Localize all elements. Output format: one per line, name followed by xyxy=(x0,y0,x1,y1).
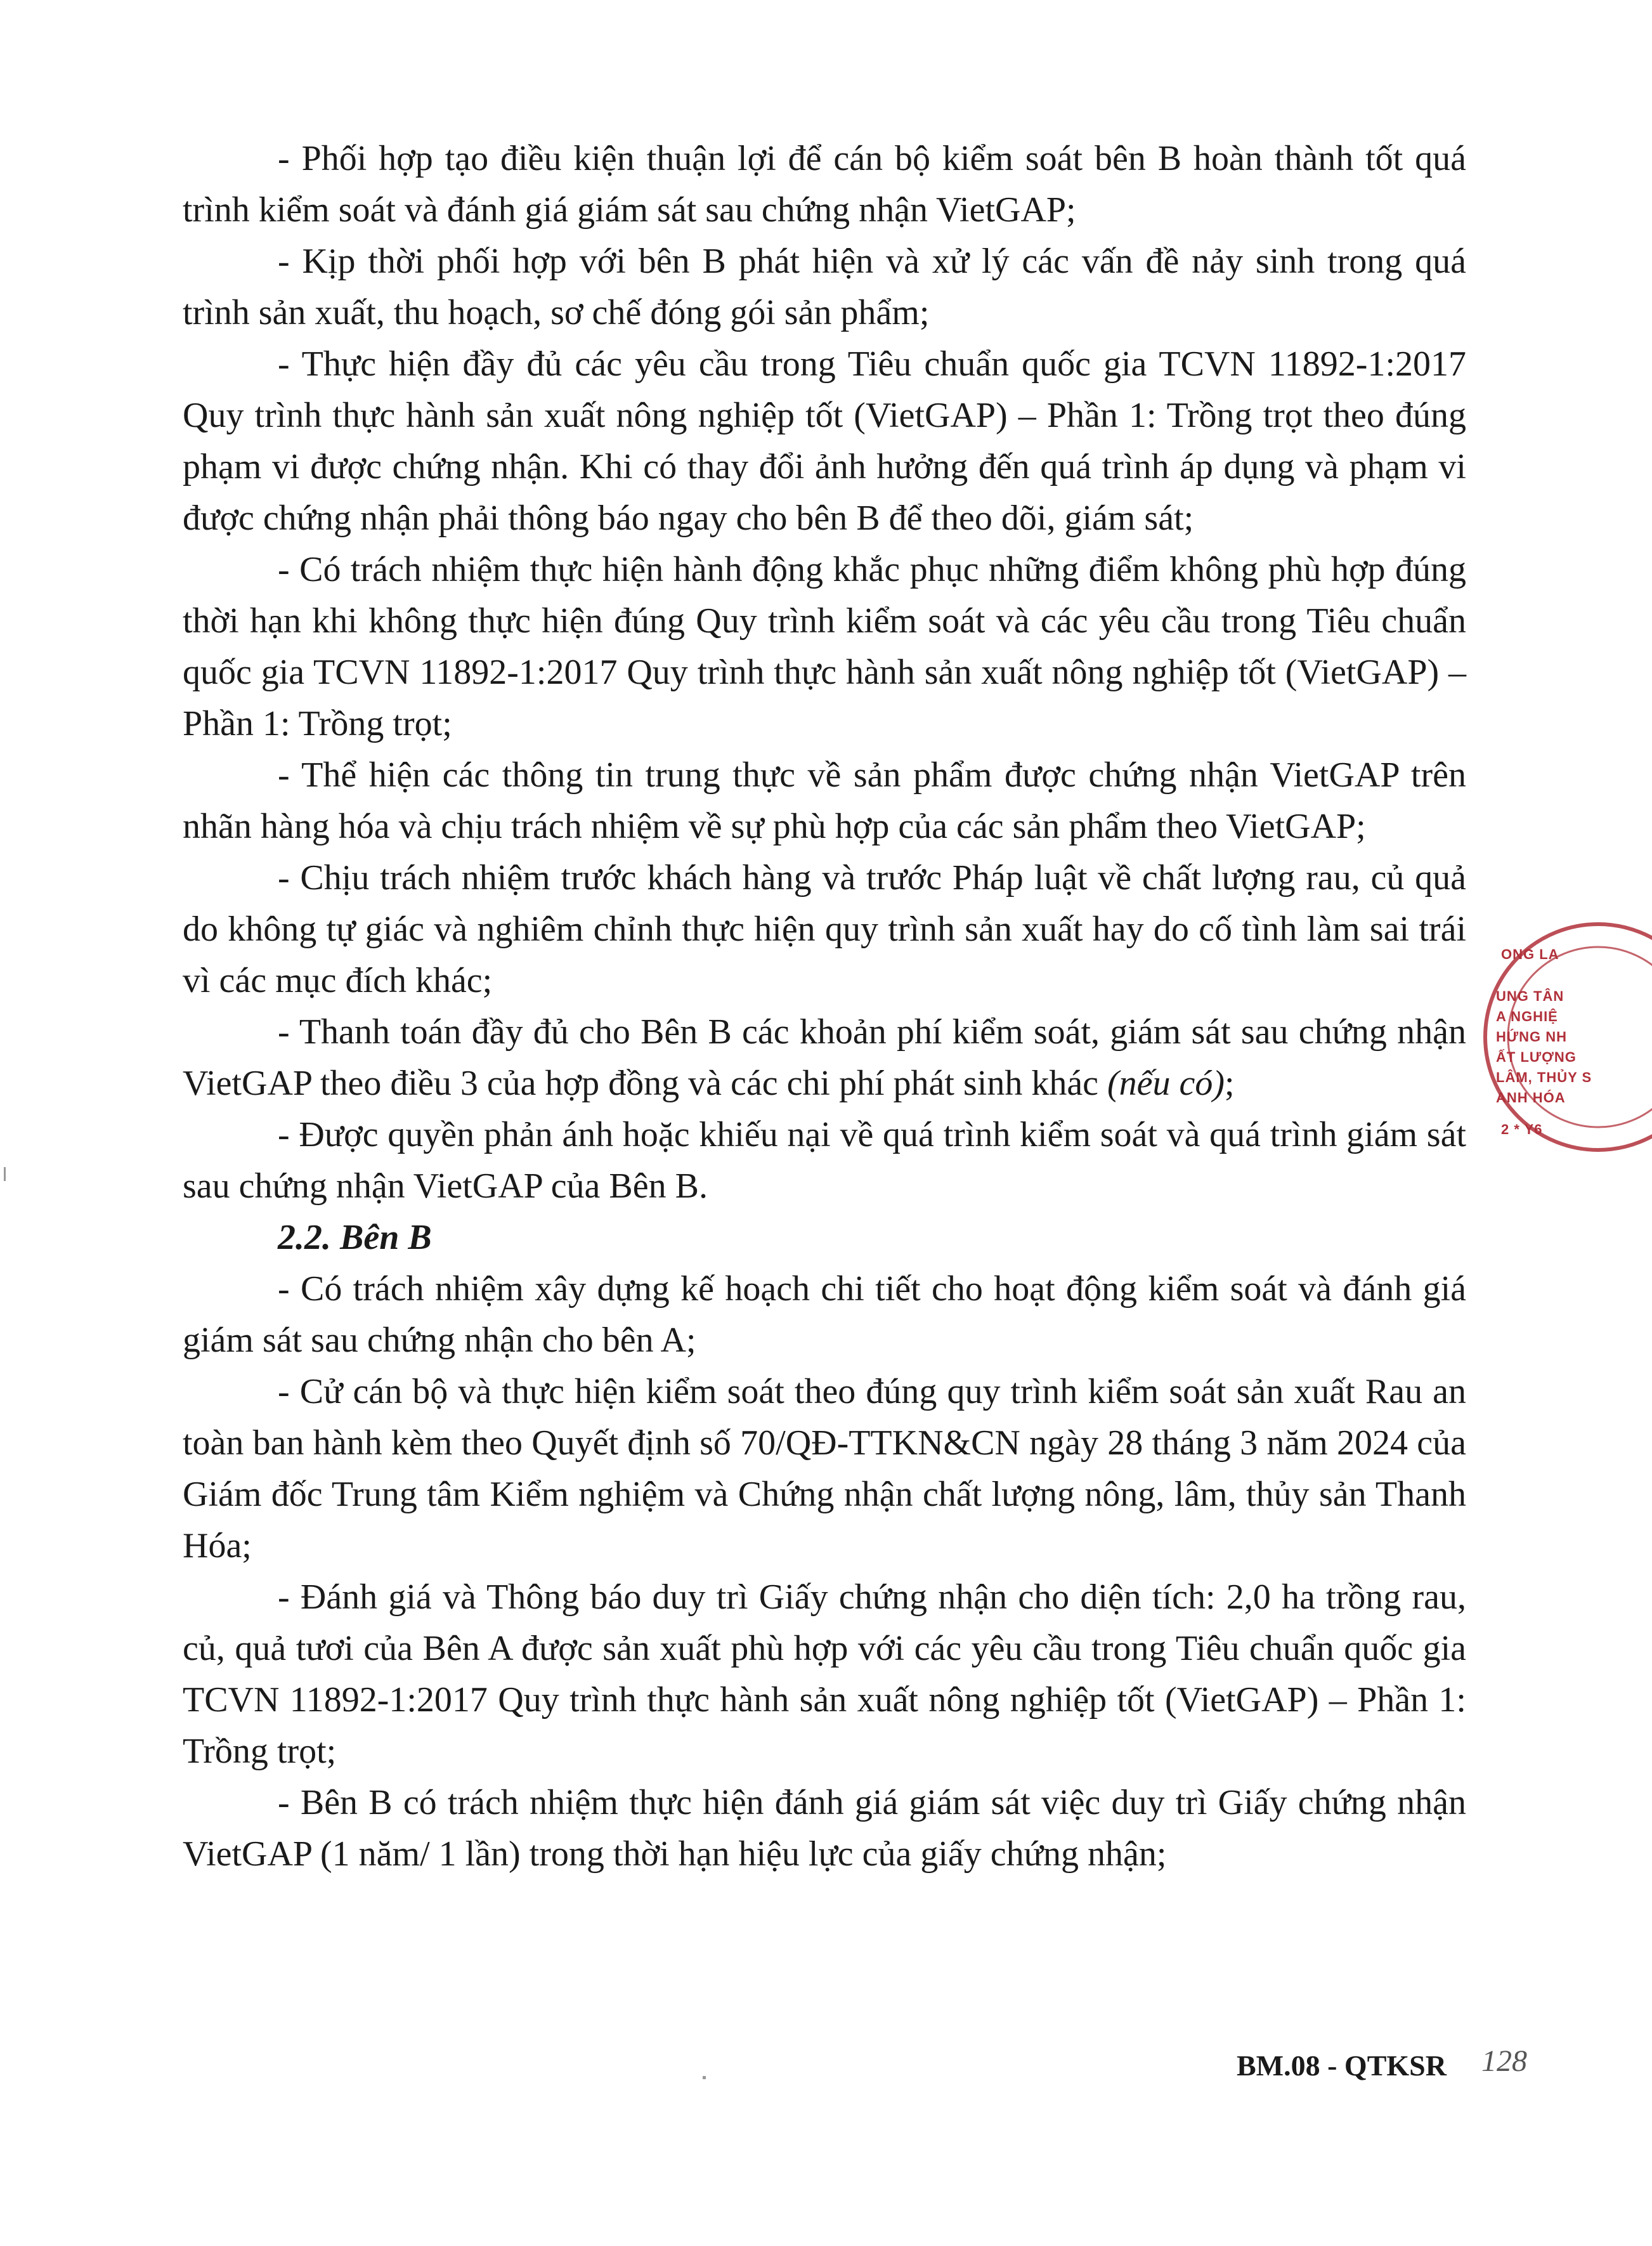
payment-italic-note: (nếu có) xyxy=(1107,1064,1225,1103)
scan-speck xyxy=(4,1167,6,1181)
stamp-text-line: ONG LA xyxy=(1501,946,1559,962)
form-code: BM.08 - QTKSR xyxy=(1237,2049,1447,2082)
payment-end: ; xyxy=(1225,1064,1235,1103)
stamp-text-line: LÂM, THỦY S xyxy=(1496,1069,1592,1085)
scan-speck xyxy=(703,2076,706,2079)
paragraph-evaluate-certificate: - Đánh giá và Thông báo duy trì Giấy chứng nhận cho diện tích: 2,0 ha trồng rau, củ, quả tươi của Bên A được sản xuất phù hợp với các yêu cầu trong Tiêu chuẩn quốc gia TCVN 11892-1:2017 Quy trình thực hành sản xuất nông nghiệp tốt (VietGAP) – Phần 1: Trồng trọt; xyxy=(183,1577,1466,1771)
paragraph-timely-coordinate: - Kịp thời phối hợp với bên B phát hiện và xử lý các vấn đề nảy sinh trong quá trình sản xuất, thu hoạch, sơ chế đóng gói sản phẩm; xyxy=(183,242,1466,332)
paragraph-annual-surveillance: - Bên B có trách nhiệm thực hiện đánh giá giám sát việc duy trì Giấy chứng nhận VietGAP (1 năm/ 1 lần) trong thời hạn hiệu lực của giấy chứng nhận; xyxy=(183,1783,1466,1874)
stamp-text-line: ẤT LƯỢNG xyxy=(1496,1049,1577,1065)
stamp-text-line: 2 * Y6 xyxy=(1501,1121,1543,1137)
handwritten-page-mark: 128 xyxy=(1481,2044,1527,2078)
payment-text: - Thanh toán đầy đủ cho Bên B các khoản phí kiểm soát, giám sát sau chứng nhận VietGAP theo điều 3 của hợp đồng và các chi phí phát sinh khác xyxy=(183,1012,1466,1103)
stamp-text-line: A NGHIỆ xyxy=(1496,1009,1558,1024)
paragraph-payment xyxy=(183,1007,1466,1109)
paragraph-responsibility: - Chịu trách nhiệm trước khách hàng và trước Pháp luật về chất lượng rau, củ quả do không tự giác và nghiêm chỉnh thực hiện quy trình sản xuất hay do cố tình làm sai trái vì các mục đích khác; xyxy=(183,858,1466,1000)
paragraph-plan: - Có trách nhiệm xây dựng kế hoạch chi tiết cho hoạt động kiểm soát và đánh giá giám sát sau chứng nhận cho bên A; xyxy=(183,1269,1466,1360)
stamp-text-line: HỨNG NH xyxy=(1496,1029,1568,1045)
paragraph-label-info: - Thể hiện các thông tin trung thực về sản phẩm được chứng nhận VietGAP trên nhãn hàng hóa và chịu trách nhiệm về sự phù hợp của các sản phẩm theo VietGAP; xyxy=(183,755,1466,846)
paragraph-standard-requirements: - Thực hiện đầy đủ các yêu cầu trong Tiêu chuẩn quốc gia TCVN 11892-1:2017 Quy trình thực hành sản xuất nông nghiệp tốt (VietGAP) – Phần 1: Trồng trọt theo đúng phạm vi được chứng nhận. Khi có thay đổi ảnh hưởng đến quá trình áp dụng và phạm vi được chứng nhận phải thông báo ngay cho bên B để theo dõi, giám sát; xyxy=(183,344,1466,538)
document-body xyxy=(183,133,1466,1880)
paragraph-complaint: - Được quyền phản ánh hoặc khiếu nại về quá trình kiểm soát và quá trình giám sát sau chứng nhận VietGAP của Bên B. xyxy=(183,1115,1466,1206)
red-seal-stamp xyxy=(1487,913,1592,1167)
stamp-text-line: UNG TÂN xyxy=(1496,988,1564,1004)
paragraph-corrective-action: - Có trách nhiệm thực hiện hành động khắc phục những điểm không phù hợp đúng thời hạn khi không thực hiện đúng Quy trình kiểm soát và các yêu cầu trong Tiêu chuẩn quốc gia TCVN 11892-1:2017 Quy trình thực hành sản xuất nông nghiệp tốt (VietGAP) – Phần 1: Trồng trọt; xyxy=(183,550,1466,743)
paragraph-coordinate: - Phối hợp tạo điều kiện thuận lợi để cán bộ kiểm soát bên B hoàn thành tốt quá trình kiểm soát và đánh giá giám sát sau chứng nhận VietGAP; xyxy=(183,139,1466,230)
section-heading-party-b: 2.2. Bên B xyxy=(278,1218,432,1257)
paragraph-assign-staff: - Cử cán bộ và thực hiện kiểm soát theo đúng quy trình kiểm soát sản xuất Rau an toàn ban hành kèm theo Quyết định số 70/QĐ-TTKN&CN ngày 28 tháng 3 năm 2024 của Giám đốc Trung tâm Kiểm nghiệm và Chứng nhận chất lượng nông, lâm, thủy sản Thanh Hóa; xyxy=(183,1372,1466,1565)
stamp-text-line: ANH HÓA xyxy=(1496,1090,1566,1106)
